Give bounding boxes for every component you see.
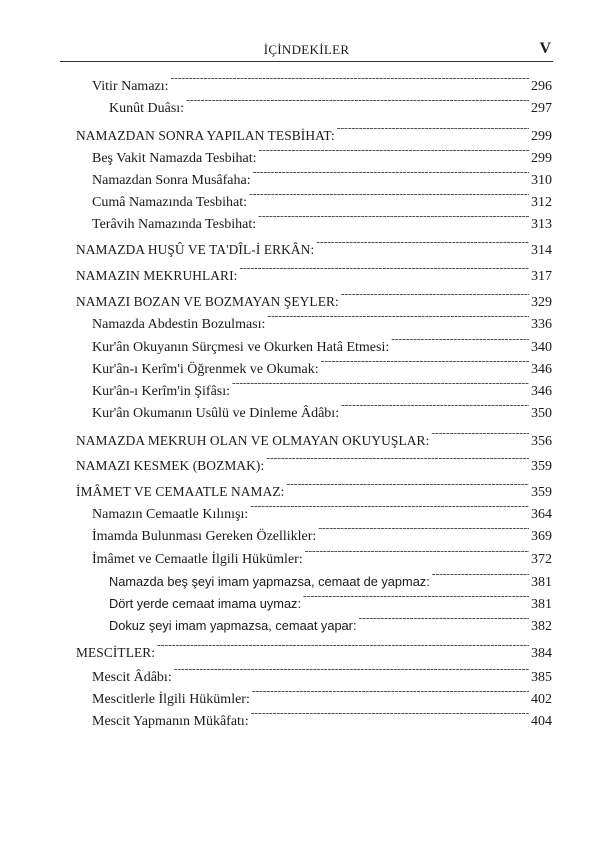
toc-leader [286, 474, 529, 496]
toc-entry [92, 373, 552, 399]
toc-entry-page: 369 [531, 529, 552, 544]
toc-entry-label: Dokuz şeyi imam yapmazsa, cemaat yapar: [109, 618, 357, 633]
toc-entry-page: 359 [531, 485, 552, 500]
toc-entry-page: 340 [531, 340, 552, 355]
toc-leader [359, 608, 530, 630]
toc-entry-label: Mescit Yapmanın Mükâfatı: [92, 714, 249, 729]
toc-entry-page: 402 [531, 692, 552, 707]
toc-entry-label: Mescit Âdâbı: [92, 670, 172, 685]
toc-entry-label: Namazdan Sonra Musâfaha: [92, 173, 251, 188]
toc-entry [92, 659, 552, 685]
toc-leader [391, 329, 529, 351]
toc-leader [171, 68, 529, 90]
toc-entry-label: Kur'ân Okuyanın Sürçmesi ve Okurken Hatâ Etmesi: [92, 340, 390, 355]
toc-leader [316, 232, 529, 254]
toc-entry [76, 474, 552, 500]
toc-entry [92, 703, 552, 729]
toc-entry-page: 356 [531, 434, 552, 449]
running-header [60, 40, 553, 60]
toc-entry-label: NAMAZDA HUŞÛ VE TA'DÎL-İ ERKÂN: [76, 242, 315, 257]
toc-entry-page: 329 [531, 295, 552, 310]
toc-entry-page: 313 [531, 217, 552, 232]
toc-entry-page: 346 [531, 384, 552, 399]
toc-entry-page: 381 [531, 597, 552, 612]
toc-entry-label: Kur'ân Okumanın Usûlü ve Dinleme Âdâbı: [92, 406, 340, 421]
toc-leader [341, 284, 529, 306]
toc-leader [431, 423, 529, 445]
toc-entry-label: İmâmet ve Cemaatle İlgili Hükümler: [92, 552, 303, 567]
toc-entry-label: NAMAZDAN SONRA YAPILAN TESBİHAT: [76, 128, 335, 143]
toc-leader [239, 258, 529, 280]
toc-entry-label: Terâvih Namazında Tesbihat: [92, 217, 257, 232]
toc-entry [76, 118, 552, 144]
toc-entry-page: 312 [531, 195, 552, 210]
toc-leader [266, 448, 529, 470]
toc-entry-page: 350 [531, 406, 552, 421]
toc-entry [76, 448, 552, 474]
toc-leader [174, 659, 529, 681]
header-rule [60, 61, 553, 62]
toc-entry [109, 586, 552, 612]
toc-entry [92, 395, 552, 421]
toc-entry-label: Beş Vakit Namazda Tesbihat: [92, 151, 257, 166]
toc-entry [92, 496, 552, 522]
toc-entry-page: 299 [531, 129, 552, 144]
toc-leader [267, 306, 529, 328]
header-title: İÇİNDEKİLER [263, 42, 350, 57]
toc-entry-label: Namazın Cemaatle Kılınışı: [92, 507, 249, 522]
toc-leader [252, 681, 529, 703]
toc-entry-page: 346 [531, 362, 552, 377]
toc-entry-label: Namazda Abdestin Bozulması: [92, 317, 266, 332]
toc-entry-label: Cumâ Namazında Tesbihat: [92, 195, 248, 210]
toc-leader [258, 206, 529, 228]
toc-leader [157, 635, 529, 657]
toc-leader [321, 351, 529, 373]
toc-entry [92, 206, 552, 232]
header-page-number: V [539, 40, 551, 57]
toc-entry-page: 317 [531, 269, 552, 284]
toc-entry-page: 299 [531, 151, 552, 166]
toc-entry [76, 232, 552, 258]
toc-leader [303, 586, 529, 608]
toc-entry-label: Mescitlerle İlgili Hükümler: [92, 692, 250, 707]
toc-entry-page: 314 [531, 243, 552, 258]
toc-entry-page: 359 [531, 459, 552, 474]
toc-entry-page: 372 [531, 552, 552, 567]
toc-entry-page: 381 [531, 575, 552, 590]
toc-entry-page: 297 [531, 101, 552, 116]
toc-entry-label: NAMAZDA MEKRUH OLAN VE OLMAYAN OKUYUŞLAR: [76, 433, 430, 448]
toc-entry-label: NAMAZIN MEKRUHLARI: [76, 268, 238, 283]
toc-entry-page: 384 [531, 646, 552, 661]
toc-entry-page: 310 [531, 173, 552, 188]
toc-leader [249, 184, 529, 206]
toc-leader [259, 140, 529, 162]
toc-entry [92, 541, 552, 567]
toc-leader [251, 703, 529, 725]
toc-entry-label: Namazda beş şeyi imam yapmazsa, cemaat de yapmaz: [109, 574, 430, 589]
toc-entry [92, 518, 552, 544]
toc-entry-page: 296 [531, 79, 552, 94]
toc-leader [186, 90, 529, 112]
toc-entry [92, 184, 552, 210]
toc-entry-page: 364 [531, 507, 552, 522]
toc-entry [92, 329, 552, 355]
toc-leader [432, 564, 529, 586]
toc-entry [92, 306, 552, 332]
toc-entry-label: Kur'ân-ı Kerîm'in Şifâsı: [92, 384, 231, 399]
toc-entry [92, 681, 552, 707]
toc-leader [341, 395, 529, 417]
toc-entry [76, 423, 552, 449]
toc-entry [109, 608, 552, 634]
toc-entry [92, 162, 552, 188]
toc-entry-label: Vitir Namazı: [92, 79, 169, 94]
toc-entry-label: NAMAZI BOZAN VE BOZMAYAN ŞEYLER: [76, 294, 339, 309]
toc-entry-page: 385 [531, 670, 552, 685]
toc-entry [92, 351, 552, 377]
toc-entry [109, 90, 552, 116]
toc-entry-label: Kunût Duâsı: [109, 101, 185, 116]
toc-entry-label: MESCİTLER: [76, 645, 156, 660]
toc-entry [109, 564, 552, 590]
toc-entry-label: İMÂMET VE CEMAATLE NAMAZ: [76, 484, 285, 499]
toc-entry-label: Dört yerde cemaat imama uymaz: [109, 596, 302, 611]
toc-entry [76, 635, 552, 661]
toc-leader [305, 541, 529, 563]
toc-entry-page: 404 [531, 714, 552, 729]
toc-entry-label: İmamda Bulunması Gereken Özellikler: [92, 529, 317, 544]
toc-entry [92, 140, 552, 166]
toc-leader [318, 518, 529, 540]
toc-leader [337, 118, 529, 140]
toc-entry-page: 336 [531, 317, 552, 332]
toc-entry [92, 68, 552, 94]
toc-entry [76, 284, 552, 310]
toc-entry [76, 258, 552, 284]
toc-entry-page: 382 [531, 619, 552, 634]
toc-leader [253, 162, 529, 184]
toc-entry-label: Kur'ân-ı Kerîm'i Öğrenmek ve Okumak: [92, 362, 319, 377]
toc-leader [250, 496, 529, 518]
toc-entry-label: NAMAZI KESMEK (BOZMAK): [76, 458, 265, 473]
toc-leader [232, 373, 529, 395]
